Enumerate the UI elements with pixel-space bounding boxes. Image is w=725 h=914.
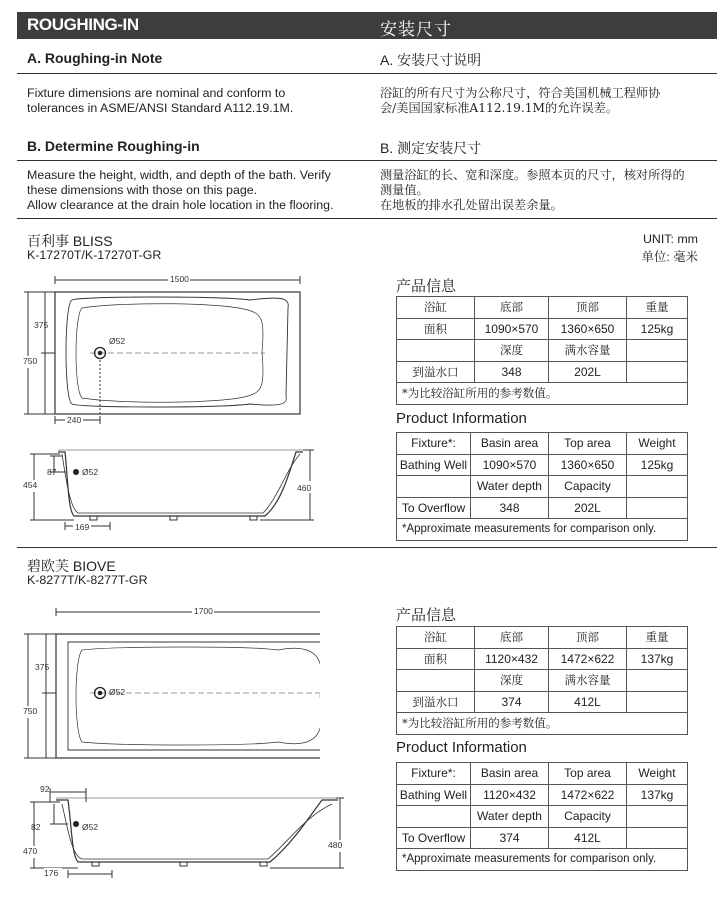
biove-side-profile [56, 800, 338, 862]
table-row [397, 497, 688, 519]
table-cell: 面积 [397, 648, 475, 670]
table-cell: 满水容量 [549, 340, 627, 362]
table-row [397, 340, 688, 362]
table-cell: 满水容量 [549, 670, 627, 692]
table-row [397, 361, 688, 383]
table-row [397, 433, 688, 455]
table-cell: 202L [549, 497, 627, 519]
table-row [397, 297, 688, 319]
unit-cn: 单位: 毫米 [641, 250, 698, 264]
table-cell [397, 476, 471, 498]
bliss-en-table-title: Product Information [396, 410, 527, 427]
bliss-dim-bottom-169: 169 [75, 522, 90, 532]
table-cell: 125kg [627, 318, 688, 340]
table-note: *为比较浴缸所用的参考数值。 [397, 383, 688, 405]
table-cell: 底部 [475, 627, 549, 649]
table-row [397, 827, 688, 849]
biove-dim-depth-total: 480 [328, 840, 343, 850]
section-b-body-cn-1: 测量浴缸的长、宽和深度。参照本页的尺寸，核对所得的 [380, 168, 685, 182]
table-cell [627, 827, 688, 849]
biove-plan-drawing [20, 600, 320, 760]
section-b-body-en-2: these dimensions with those on this page. [27, 183, 258, 197]
table-cell: 374 [471, 827, 549, 849]
table-cell: 137kg [627, 784, 688, 806]
table-cell: 374 [475, 691, 549, 713]
section-b-heading-cn: B. 测定安装尺寸 [380, 140, 482, 156]
table-cell [627, 361, 688, 383]
biove-cn-table [396, 626, 688, 735]
table-row [397, 670, 688, 692]
section-a-body-cn-1: 浴缸的所有尺寸为公称尺寸，符合美国机械工程师协 [380, 86, 661, 100]
table-row [397, 318, 688, 340]
bliss-plan-drawing [20, 270, 320, 430]
section-b-bottom-rule [17, 218, 717, 219]
table-cell: 顶部 [549, 297, 627, 319]
bliss-side-drawing [20, 440, 320, 535]
product-divider-rule [17, 547, 717, 548]
table-cell: Weight [627, 763, 688, 785]
product-2-model: 碧欧芙 BIOVE [27, 558, 116, 574]
table-cell: 412L [549, 827, 627, 849]
table-cell: 底部 [475, 297, 549, 319]
bliss-side-profile [58, 452, 303, 516]
table-cell: Weight [627, 433, 688, 455]
bliss-dim-depth-total: 460 [297, 483, 312, 493]
bliss-dim-half-width: 375 [34, 320, 49, 330]
table-cell: 重量 [627, 297, 688, 319]
table-cell: Capacity [549, 806, 627, 828]
table-cell: 348 [475, 361, 549, 383]
table-cell: 深度 [475, 340, 549, 362]
section-a-body-cn-2: 会/美国国家标准A112.19.1M的允许误差。 [380, 101, 619, 115]
biove-dim-top-92: 92 [40, 784, 50, 794]
table-cell: 125kg [627, 454, 688, 476]
bliss-dim-height: 454 [23, 480, 38, 490]
table-cell: 浴缸 [397, 297, 475, 319]
bliss-cn-table-title: 产品信息 [396, 278, 457, 295]
table-cell: 深度 [475, 670, 549, 692]
bliss-dim-length: 1500 [170, 274, 189, 284]
header-bar [17, 12, 717, 39]
table-cell [627, 476, 688, 498]
table-note: *Approximate measurements for comparison only. [397, 519, 688, 541]
table-cell: Top area [549, 763, 627, 785]
table-cell: Fixture*: [397, 433, 471, 455]
table-row [397, 784, 688, 806]
table-cell [397, 806, 471, 828]
table-cell: 1360×650 [549, 454, 627, 476]
biove-dim-side-82: 82 [31, 822, 41, 832]
table-cell: Basin area [471, 763, 549, 785]
table-cell [397, 340, 475, 362]
header-title-cn: 安装尺寸 [380, 20, 452, 39]
table-cell: 1472×622 [549, 784, 627, 806]
biove-dim-half-width: 375 [35, 662, 50, 672]
table-cell: 348 [471, 497, 549, 519]
table-cell [627, 670, 688, 692]
table-cell: Capacity [549, 476, 627, 498]
biove-dim-bottom-176: 176 [44, 868, 59, 878]
section-b-body-cn-2: 测量值。 [380, 183, 429, 197]
biove-inner-basin [68, 642, 320, 750]
table-cell: To Overflow [397, 497, 471, 519]
bliss-dim-drain-offset: 240 [67, 415, 82, 425]
table-cell: 1472×622 [549, 648, 627, 670]
table-row [397, 806, 688, 828]
table-cell: 412L [549, 691, 627, 713]
section-a-body-en-2: tolerances in ASME/ANSI Standard A112.19.1M. [27, 101, 294, 115]
table-row [397, 519, 688, 541]
table-cell: Top area [549, 433, 627, 455]
table-note: *为比较浴缸所用的参考数值。 [397, 713, 688, 735]
table-row [397, 713, 688, 735]
bliss-dim-width: 750 [23, 356, 38, 366]
biove-dim-side-drain: Ø52 [82, 822, 99, 832]
biove-en-table [396, 762, 688, 871]
table-row [397, 476, 688, 498]
table-cell: 1120×432 [475, 648, 549, 670]
bliss-dim-side-87: 87 [47, 467, 57, 477]
table-cell [397, 670, 475, 692]
unit-en: UNIT: mm [642, 232, 698, 246]
section-a-heading-cn: A. 安装尺寸说明 [380, 52, 482, 68]
table-cell: 浴缸 [397, 627, 475, 649]
biove-dim-width: 750 [23, 706, 38, 716]
table-row [397, 454, 688, 476]
table-cell: Bathing Well [397, 784, 471, 806]
table-row [397, 383, 688, 405]
section-b-body-en-3: Allow clearance at the drain hole location in the flooring. [27, 198, 334, 212]
table-cell: 1090×570 [471, 454, 549, 476]
section-b-body-cn-3: 在地板的排水孔处留出误差余量。 [380, 198, 563, 212]
table-cell: 面积 [397, 318, 475, 340]
table-cell: 重量 [627, 627, 688, 649]
table-cell [627, 497, 688, 519]
table-cell [627, 806, 688, 828]
table-row [397, 763, 688, 785]
section-a-heading-en: A. Roughing-in Note [27, 50, 163, 66]
biove-cn-table-title: 产品信息 [396, 607, 457, 624]
table-cell: 1120×432 [471, 784, 549, 806]
table-row [397, 849, 688, 871]
section-a-rule [17, 73, 717, 74]
section-a-body-en-1: Fixture dimensions are nominal and conform to [27, 86, 286, 100]
table-cell: 顶部 [549, 627, 627, 649]
table-cell: 到溢水口 [397, 691, 475, 713]
bliss-dim-side-drain: Ø52 [82, 467, 99, 477]
table-cell: 202L [549, 361, 627, 383]
bliss-en-table [396, 432, 688, 541]
product-1-model: 百利事 BLISS [27, 233, 113, 249]
table-cell: 1360×650 [549, 318, 627, 340]
table-cell: Fixture*: [397, 763, 471, 785]
product-1-code: K-17270T/K-17270T-GR [27, 248, 162, 262]
table-row [397, 691, 688, 713]
biove-en-table-title: Product Information [396, 739, 527, 756]
table-cell [627, 340, 688, 362]
table-note: *Approximate measurements for comparison only. [397, 849, 688, 871]
biove-dim-length: 1700 [194, 606, 213, 616]
biove-dim-drain: Ø52 [109, 687, 126, 697]
bliss-cn-table [396, 296, 688, 405]
table-cell: 到溢水口 [397, 361, 475, 383]
table-cell: Water depth [471, 806, 549, 828]
table-row [397, 627, 688, 649]
biove-side-drawing [20, 780, 350, 880]
table-cell [627, 691, 688, 713]
product-2-code: K-8277T/K-8277T-GR [27, 573, 148, 587]
biove-dim-height: 470 [23, 846, 38, 856]
table-row [397, 648, 688, 670]
table-cell: To Overflow [397, 827, 471, 849]
table-cell: Basin area [471, 433, 549, 455]
section-b-heading-en: B. Determine Roughing-in [27, 138, 200, 154]
section-b-rule [17, 160, 717, 161]
table-cell: 137kg [627, 648, 688, 670]
header-title-en: ROUGHING-IN [27, 15, 139, 34]
table-cell: Water depth [471, 476, 549, 498]
bliss-dim-drain: Ø52 [109, 336, 126, 346]
section-b-body-en-1: Measure the height, width, and depth of the bath. Verify [27, 168, 331, 182]
table-cell: 1090×570 [475, 318, 549, 340]
table-cell: Bathing Well [397, 454, 471, 476]
